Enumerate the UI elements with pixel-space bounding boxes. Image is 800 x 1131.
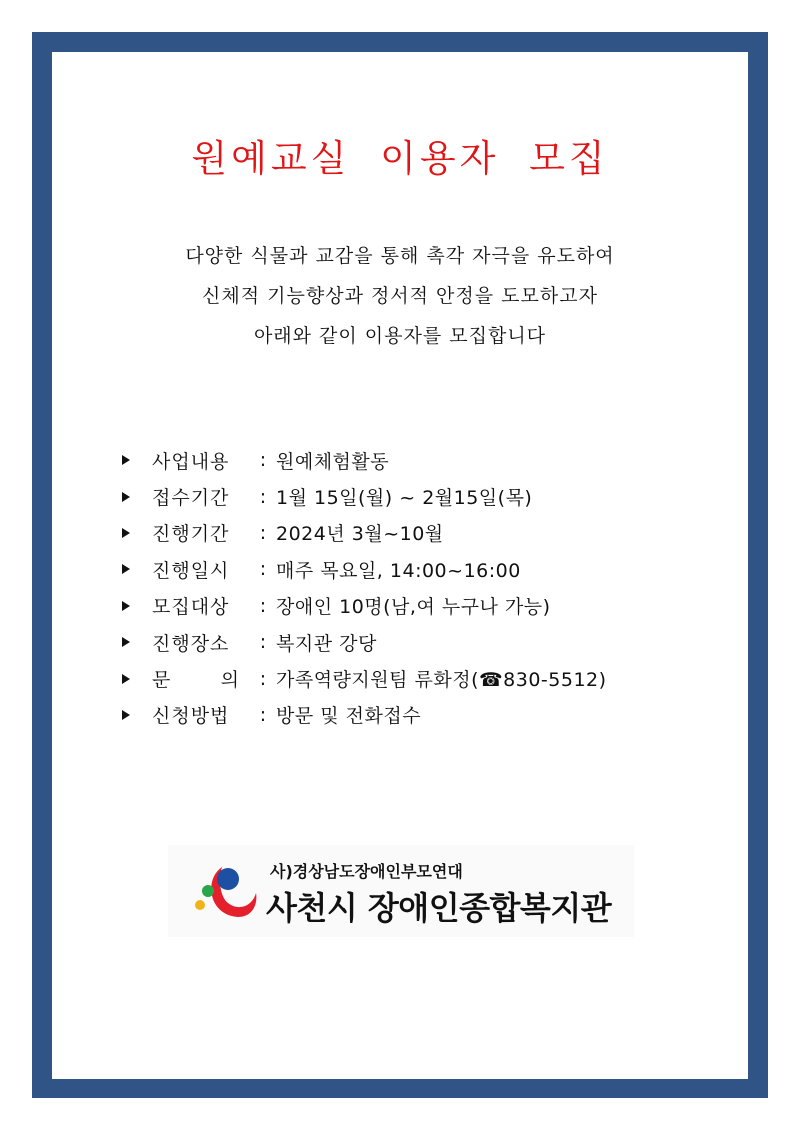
welfare-center-emblem-icon <box>182 857 262 925</box>
triangle-bullet-icon <box>122 637 130 647</box>
triangle-bullet-icon <box>122 528 130 538</box>
detail-label-char: 문 <box>152 669 172 692</box>
detail-separator: : <box>259 449 267 472</box>
detail-item-location <box>122 624 722 660</box>
detail-separator: : <box>259 667 267 690</box>
triangle-bullet-icon <box>122 601 130 611</box>
detail-item-program <box>122 442 722 478</box>
notice-intro <box>0 236 800 356</box>
detail-label: 접수기간 <box>152 487 230 510</box>
intro-line: 아래와 같이 이용자를 모집합니다 <box>253 325 547 347</box>
detail-item-inquiry <box>122 660 722 696</box>
detail-item-application-period <box>122 478 722 514</box>
detail-label-char: 의 <box>220 669 240 692</box>
detail-value: 2024년 3월~10월 <box>276 523 444 546</box>
triangle-bullet-icon <box>122 455 130 465</box>
logo-subtitle: 사)경상남도장애인부모연대 <box>270 862 463 881</box>
detail-value: 방문 및 전화접수 <box>276 705 422 728</box>
triangle-bullet-icon <box>122 564 130 574</box>
detail-item-how-to-apply <box>122 697 722 733</box>
detail-value: 1월 15일(월) ~ 2월15일(목) <box>276 487 533 510</box>
detail-value: 복지관 강당 <box>276 632 377 655</box>
detail-separator: : <box>259 631 267 654</box>
detail-separator: : <box>259 521 267 544</box>
triangle-bullet-icon <box>122 710 130 720</box>
detail-separator: : <box>259 594 267 617</box>
notice-details-list <box>122 442 722 733</box>
intro-line: 다양한 식물과 교감을 통해 촉각 자극을 유도하여 <box>185 245 615 267</box>
detail-value: 장애인 10명(남,여 누구나 가능) <box>276 596 551 619</box>
notice-title: 원예교실 이용자 모집 <box>191 137 609 180</box>
detail-label: 진행장소 <box>152 632 230 655</box>
welfare-center-logo <box>168 845 634 937</box>
detail-item-program-period <box>122 515 722 551</box>
detail-item-target <box>122 588 722 624</box>
detail-item-schedule <box>122 551 722 587</box>
detail-value: 가족역량지원팀 류화정(☎830-5512) <box>276 669 607 692</box>
detail-separator: : <box>259 703 267 726</box>
detail-label: 진행일시 <box>152 559 230 582</box>
detail-value: 매주 목요일, 14:00~16:00 <box>276 559 521 582</box>
detail-separator: : <box>259 485 267 508</box>
detail-label: 진행기간 <box>152 523 230 546</box>
detail-label: 모집대상 <box>152 596 230 619</box>
triangle-bullet-icon <box>122 492 130 502</box>
detail-value: 원예체험활동 <box>276 450 390 473</box>
detail-label <box>152 665 250 692</box>
triangle-bullet-icon <box>122 674 130 684</box>
intro-line: 신체적 기능향상과 정서적 안정을 도모하고자 <box>202 285 598 307</box>
detail-label: 사업내용 <box>152 450 230 473</box>
detail-separator: : <box>259 558 267 581</box>
detail-label: 신청방법 <box>152 705 230 728</box>
logo-name: 사천시 장애인종합복지관 <box>266 889 612 927</box>
